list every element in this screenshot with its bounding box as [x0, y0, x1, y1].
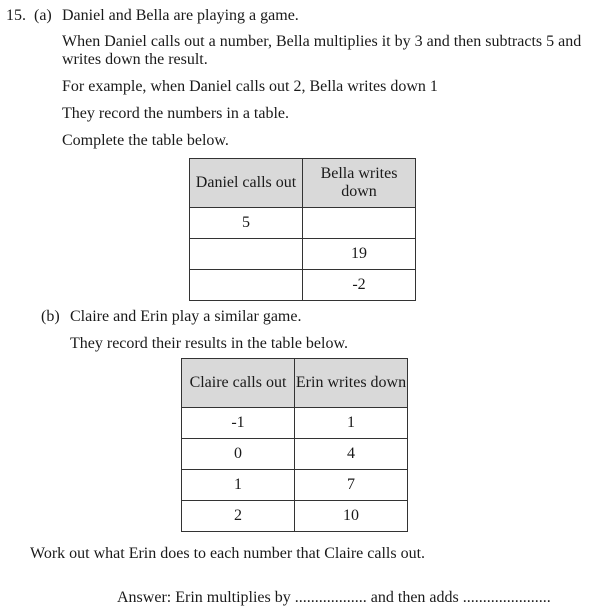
- table-row: [182, 408, 408, 439]
- table-a-answer-cell[interactable]: [303, 208, 416, 239]
- part-a-instruction: Complete the table below.: [62, 132, 229, 149]
- table-row: [182, 470, 408, 501]
- part-a-intro: Daniel and Bella are playing a game.: [62, 7, 299, 24]
- table-row: [190, 270, 416, 301]
- table-a-answer-cell[interactable]: [190, 239, 303, 270]
- part-a-record: They record the numbers in a table.: [62, 105, 290, 122]
- part-b-record: They record their results in the table below.: [70, 335, 348, 352]
- table-a-answer-cell[interactable]: [190, 270, 303, 301]
- table-b-cell: 10: [295, 501, 408, 532]
- answer-prefix: Answer: Erin multiplies by: [117, 589, 291, 606]
- table-a-header-daniel: Daniel calls out: [190, 159, 303, 208]
- part-b-label: (b): [41, 308, 60, 325]
- part-a-example: For example, when Daniel calls out 2, Bella writes down 1: [62, 78, 438, 95]
- part-b-task: Work out what Erin does to each number that Claire calls out.: [30, 545, 426, 562]
- table-a-header-bella: Bella writes down: [303, 159, 416, 208]
- table-a-cell: 19: [303, 239, 416, 270]
- table-row: [182, 439, 408, 470]
- question-number: 15.: [6, 7, 26, 24]
- table-b-cell: 1: [295, 408, 408, 439]
- table-b-cell: -1: [182, 408, 295, 439]
- answer-middle: and then adds: [370, 589, 459, 606]
- table-b-header-claire: Claire calls out: [182, 359, 295, 408]
- table-row: [182, 501, 408, 532]
- table-b-header-erin: Erin writes down: [295, 359, 408, 408]
- claire-erin-table: [181, 358, 408, 532]
- daniel-bella-table: [189, 158, 416, 301]
- table-a-cell: 5: [190, 208, 303, 239]
- table-b-cell: 7: [295, 470, 408, 501]
- table-b-cell: 1: [182, 470, 295, 501]
- table-b-cell: 0: [182, 439, 295, 470]
- table-row: [190, 208, 416, 239]
- part-a-label: (a): [34, 7, 52, 24]
- answer-blank-multiply[interactable]: ..................: [294, 589, 367, 606]
- table-row: [190, 239, 416, 270]
- answer-blank-add[interactable]: ......................: [462, 589, 551, 606]
- part-b-intro: Claire and Erin play a similar game.: [70, 308, 302, 325]
- table-a-cell: -2: [303, 270, 416, 301]
- table-b-cell: 4: [295, 439, 408, 470]
- part-a-rule: When Daniel calls out a number, Bella multiplies it by 3 and then subtracts 5 and writes down the result.: [62, 33, 582, 68]
- answer-line: [117, 589, 551, 607]
- table-b-cell: 2: [182, 501, 295, 532]
